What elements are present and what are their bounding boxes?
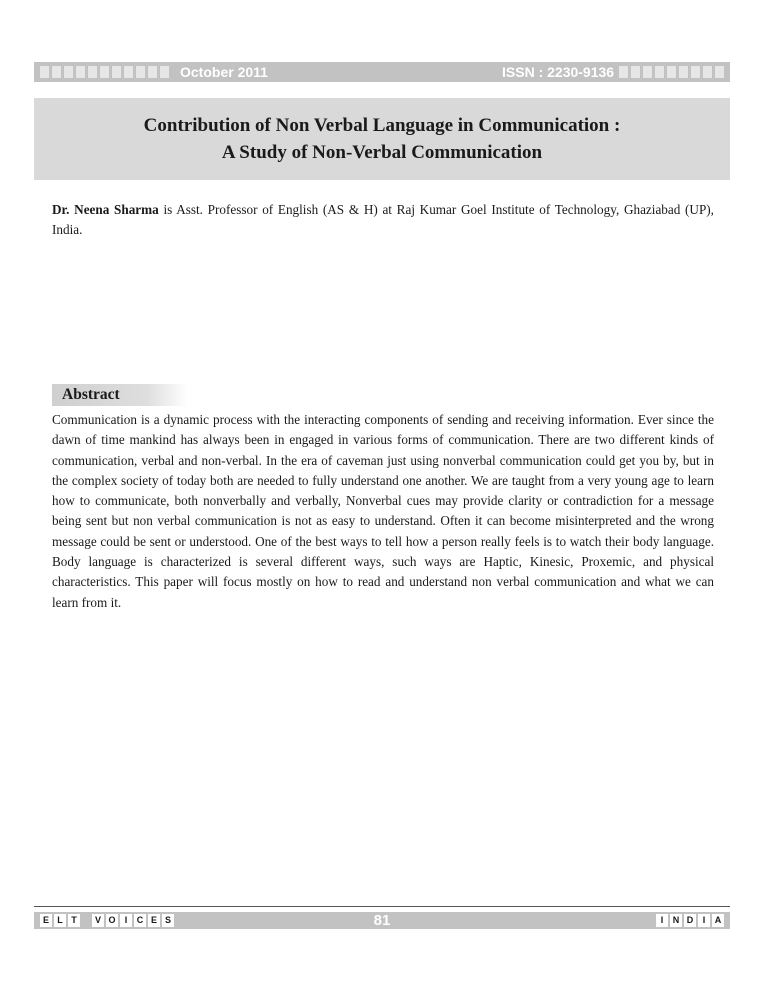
footer-bar [34, 912, 730, 929]
country-letters [656, 914, 724, 927]
footer-letter: I [656, 914, 668, 927]
footer-letter: I [698, 914, 710, 927]
footer-letter: T [68, 914, 80, 927]
author-bio: is Asst. Professor of English (AS & H) at Raj Kumar Goel Institute of Technology, Ghaziabad (UP), India. [52, 202, 714, 237]
article-title-box [34, 98, 730, 180]
footer-letter: V [92, 914, 104, 927]
footer-letter: L [54, 914, 66, 927]
page-number: 81 [373, 912, 391, 929]
footer-letter: O [106, 914, 118, 927]
header-decoration-left [40, 66, 169, 78]
header-decoration-right [619, 66, 724, 78]
footer-letter: E [40, 914, 52, 927]
article-title-line2: A Study of Non-Verbal Communication [221, 142, 543, 163]
footer-letter: D [684, 914, 696, 927]
footer-rule [34, 906, 730, 907]
footer-letter: E [148, 914, 160, 927]
article-title-line1: Contribution of Non Verbal Language in Communication : [143, 115, 621, 136]
issue-date: October 2011 [180, 64, 268, 80]
footer-letter: A [712, 914, 724, 927]
footer-letter: S [162, 914, 174, 927]
abstract-heading: Abstract [52, 384, 188, 406]
footer-letter: I [120, 914, 132, 927]
author-name: Dr. Neena Sharma [52, 202, 159, 217]
abstract-text: Communication is a dynamic process with the interacting components of sending and receiving information. Ever since the dawn of time mankind has always been in engaged in various forms of communication. There are two different kinds of communication, verbal and non-verbal. In the era of caveman just using nonverbal communication could get you by, but in the complex society of today both are needed to fully understand one another. We are taught from a very young age to learn how to communicate, both nonverbally and verbally, Nonverbal cues may provide clarity or contradiction for a message being sent but non verbal communication is not as easy to understand. Often it can become misinterpreted and the wrong message could be sent or understood. One of the best ways to tell how a person really feels is to watch their body language. Body language is characterized is several different ways, such ways are Haptic, Kinesic, Proxemic, and physical characteristics. This paper will focus mostly on how to read and understand non verbal communication and what we can learn from it. [52, 412, 714, 610]
author-note [52, 200, 714, 240]
footer-letter: N [670, 914, 682, 927]
issn-number: ISSN : 2230-9136 [502, 64, 615, 80]
footer-letter: C [134, 914, 146, 927]
header-bar [34, 62, 730, 82]
